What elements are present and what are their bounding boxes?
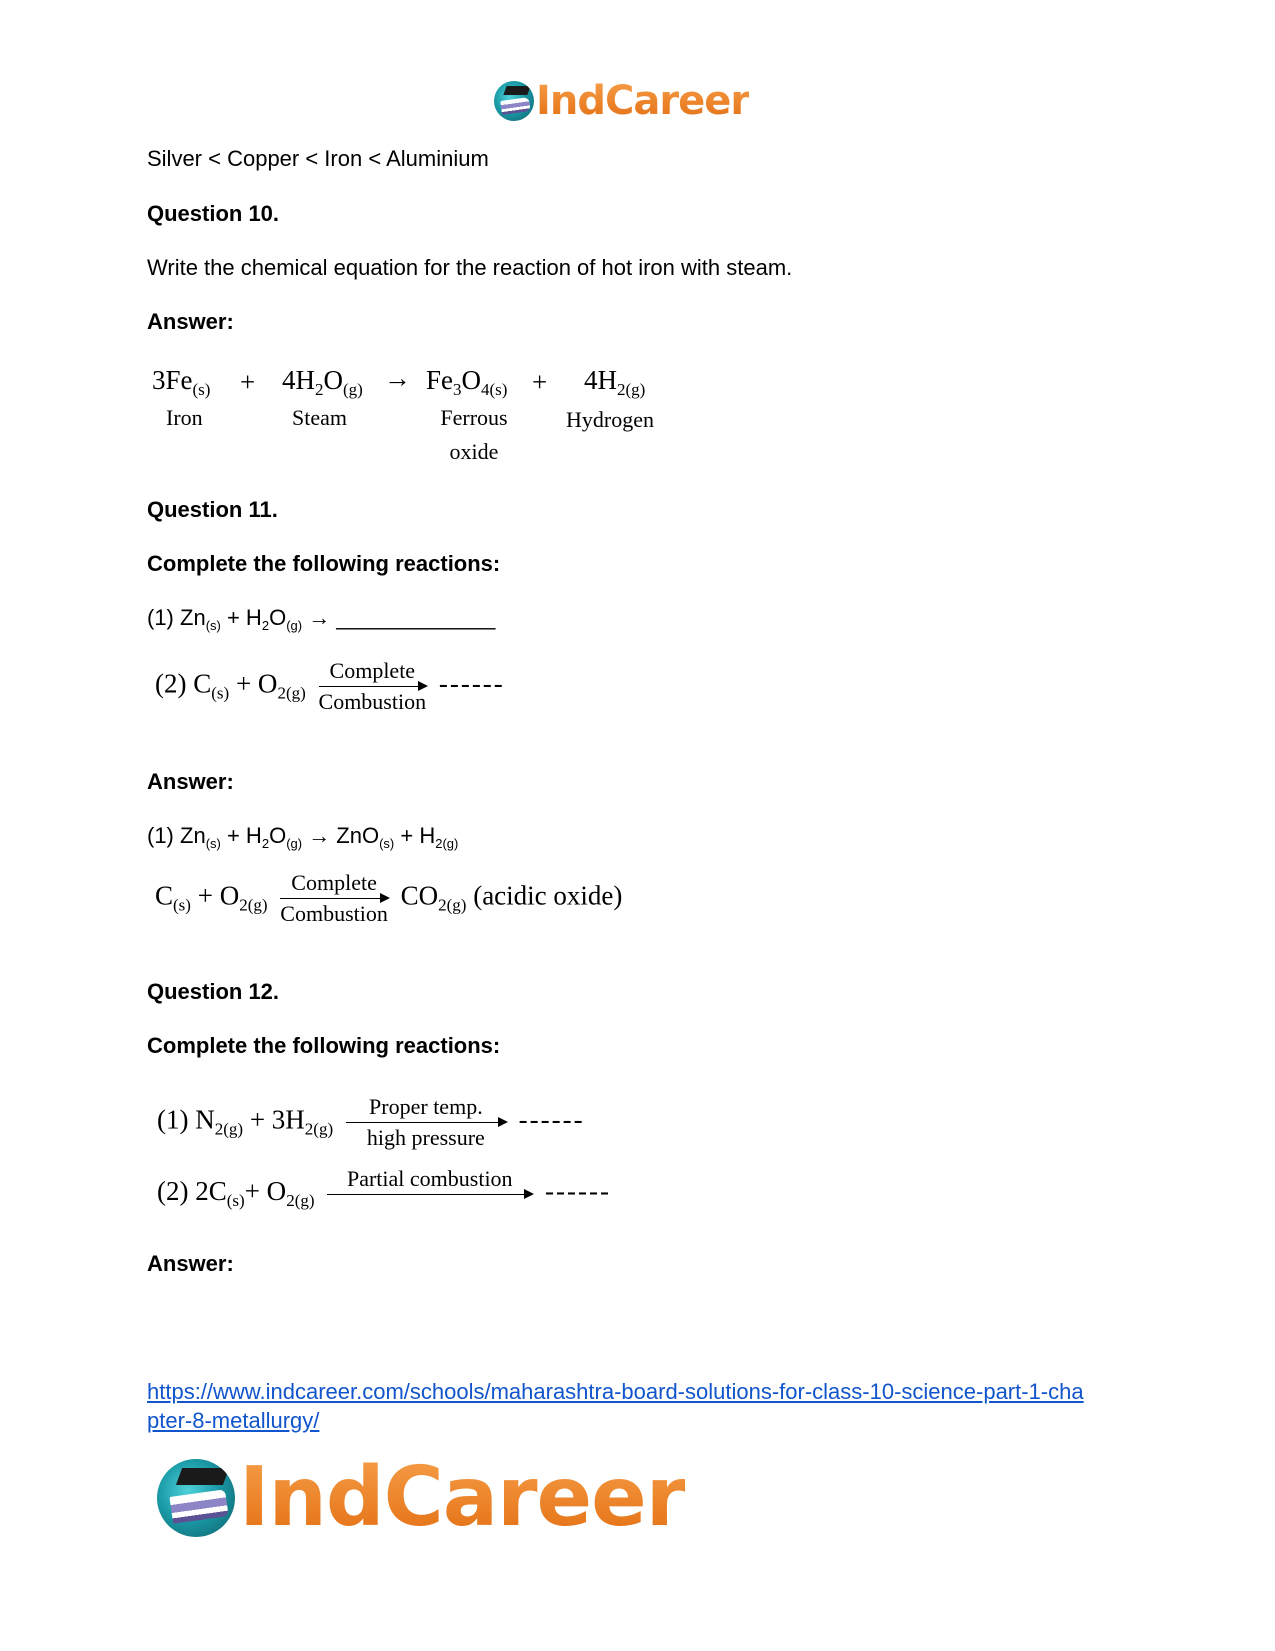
logo-text: IndCareer [536,78,750,124]
label-iron: Iron [166,405,203,430]
reaction-arrow: → [384,363,411,393]
source-link-line-2[interactable]: pter-8-metallurgy/ [147,1408,320,1433]
iron-steam-equation [152,365,702,465]
question-12-answer-label: Answer: [147,1251,234,1276]
header-logo [494,78,749,124]
term-hydrogen: $4H_{2(g)}$ [584,365,646,399]
graduation-globe-icon [494,81,534,121]
label-ferrous: Ferrous [440,405,508,430]
question-12-heading: Question 12. [147,979,280,1004]
question-11-reaction-1: (1) $Zn_{(s)} + H_2O_{(g)}$ → _____________ [147,605,496,633]
term-ferrous-oxide: $Fe_3O_{4(s)}$ [426,365,508,399]
term-steam: $4H_2O_{(g)}$ [282,365,363,399]
question-12-reaction-1: (1) $N_{2(g)} + 3H_{2(g)}$ Proper temp. high pressure ------ [157,1094,585,1150]
term-iron: $3Fe_{(s)}$ [152,365,211,399]
question-11-subheading: Complete the following reactions: [147,551,501,576]
question-10-heading: Question 10. [147,201,280,226]
question-10-answer-label: Answer: [147,309,234,334]
plus-sign-2: + [532,367,548,397]
question-12-reaction-2: (2) $2C_{(s)}+ O_{2(g)}$ Partial combustion ------ [157,1166,611,1210]
question-11-answer-1: (1) $Zn_{(s)} + H_2O_{(g)} \to ZnO_{(s)} + H_{2(g)}$ [147,823,459,851]
label-steam: Steam [292,405,347,430]
question-11-answer-label: Answer: [147,769,234,794]
question-11-reaction-2: (2) $C_{(s)} + O_{2(g)}$ Complete Combustion ------ [155,658,505,714]
label-oxide: oxide [449,439,499,464]
source-link[interactable] [147,1377,1147,1435]
question-12-subheading: Complete the following reactions: [147,1033,501,1058]
footer-logo-text: IndCareer [239,1450,686,1545]
label-hydrogen: Hydrogen [566,407,654,432]
source-link-line-1[interactable]: https://www.indcareer.com/schools/maharashtra-board-solutions-for-class-10-science-part-1-cha [147,1379,1084,1404]
graduation-globe-icon [157,1459,235,1537]
question-11-heading: Question 11. [147,497,278,522]
plus-sign: + [240,367,256,397]
footer-logo [157,1450,685,1545]
intro-line: Silver < Copper < Iron < Aluminium [147,146,489,171]
question-11-answer-2: $C_{(s)} + O_{2(g)}$ Complete Combustion $CO_{2(g)}$ (acidic oxide) [155,870,623,926]
question-10-text: Write the chemical equation for the reaction of hot iron with steam. [147,255,793,280]
